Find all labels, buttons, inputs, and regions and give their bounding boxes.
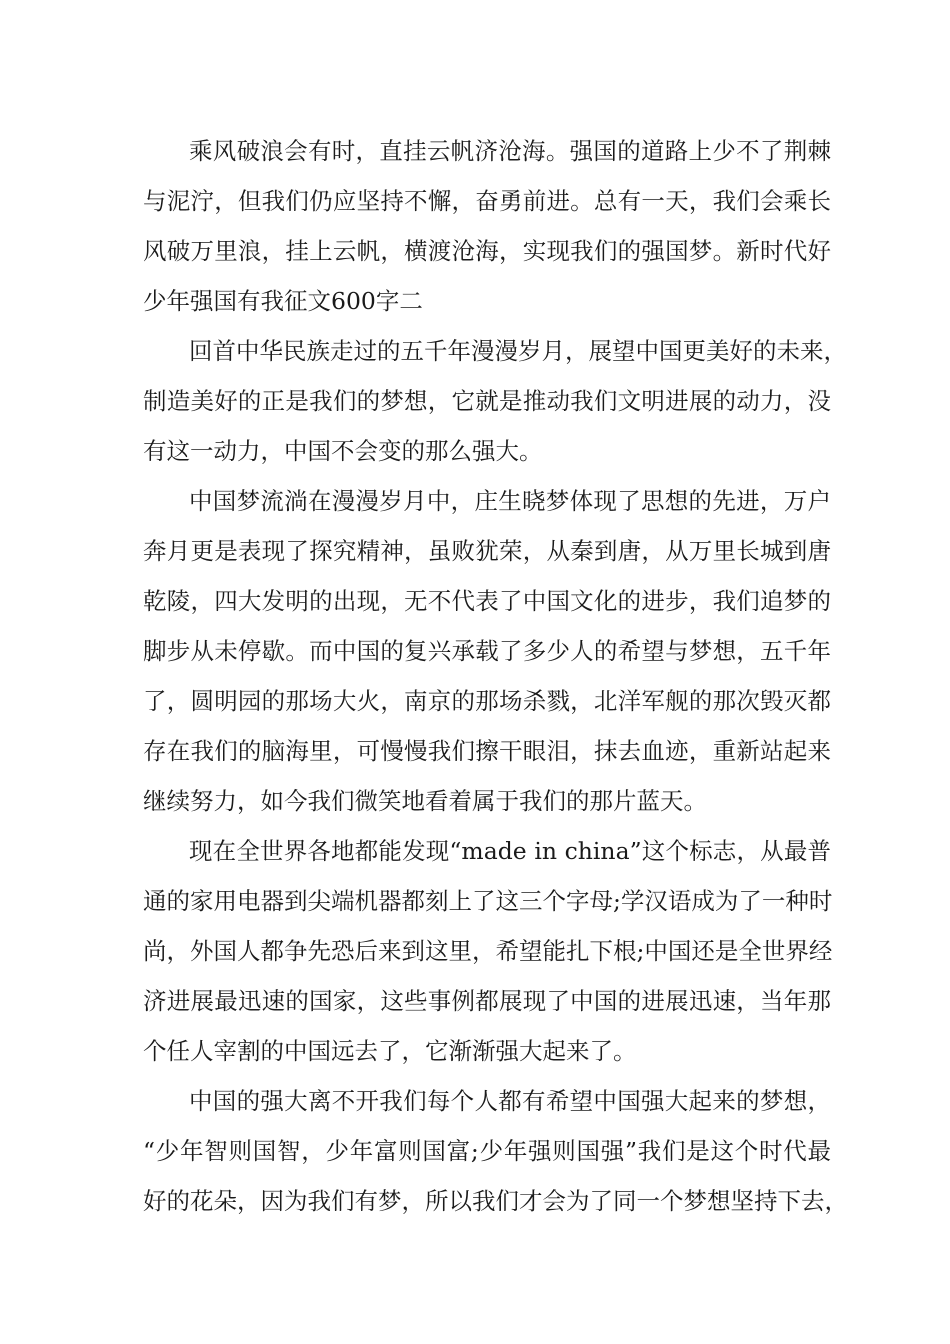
text-line: 济进展最迅速的国家，这些事例都展现了中国的进展迅速，当年那 <box>143 987 831 1015</box>
text-line: “少年智则国智，少年富则国富;少年强则国强”我们是这个时代最 <box>143 1137 831 1165</box>
text-line: 存在我们的脑海里，可慢慢我们擦干眼泪，抹去血迹，重新站起来 <box>143 737 831 765</box>
text-line: 中国梦流淌在漫漫岁月中，庄生晓梦体现了思想的先进，万户 <box>189 487 831 515</box>
text-line: 乘风破浪会有时，直挂云帆济沧海。强国的道路上少不了荆棘 <box>189 137 831 165</box>
text-line: 个任人宰割的中国远去了，它渐渐强大起来了。 <box>143 1037 637 1065</box>
text-line: 风破万里浪，挂上云帆，横渡沧海，实现我们的强国梦。新时代好 <box>143 237 831 265</box>
text-line: 有这一动力，中国不会变的那么强大。 <box>143 437 543 465</box>
text-line: 继续努力，如今我们微笑地看着属于我们的那片蓝天。 <box>143 787 707 815</box>
text-line: 脚步从未停歇。而中国的复兴承载了多少人的希望与梦想，五千年 <box>143 637 831 665</box>
text-line: 中国的强大离不开我们每个人都有希望中国强大起来的梦想， <box>189 1087 831 1115</box>
essay-body <box>143 126 848 1226</box>
text-line: 通的家用电器到尖端机器都刻上了这三个字母;学汉语成为了一种时 <box>143 887 833 915</box>
text-line: 奔月更是表现了探究精神，虽败犹荣，从秦到唐，从万里长城到唐 <box>143 537 831 565</box>
text-line: 现在全世界各地都能发现“made in china”这个标志，从最普 <box>189 837 831 865</box>
text-line: 制造美好的正是我们的梦想，它就是推动我们文明进展的动力，没 <box>143 387 831 415</box>
text-line: 好的花朵，因为我们有梦，所以我们才会为了同一个梦想坚持下去， <box>143 1187 848 1215</box>
text-line: 尚，外国人都争先恐后来到这里，希望能扎下根;中国还是全世界经 <box>143 937 833 965</box>
text-line: 回首中华民族走过的五千年漫漫岁月，展望中国更美好的未来， <box>189 337 847 365</box>
text-line: 少年强国有我征文600字二 <box>143 287 423 315</box>
text-line: 乾陵，四大发明的出现，无不代表了中国文化的进步，我们追梦的 <box>143 587 831 615</box>
text-line: 了，圆明园的那场大火，南京的那场杀戮，北洋军舰的那次毁灭都 <box>143 687 831 715</box>
text-line: 与泥泞，但我们仍应坚持不懈，奋勇前进。总有一天，我们会乘长 <box>143 187 831 215</box>
